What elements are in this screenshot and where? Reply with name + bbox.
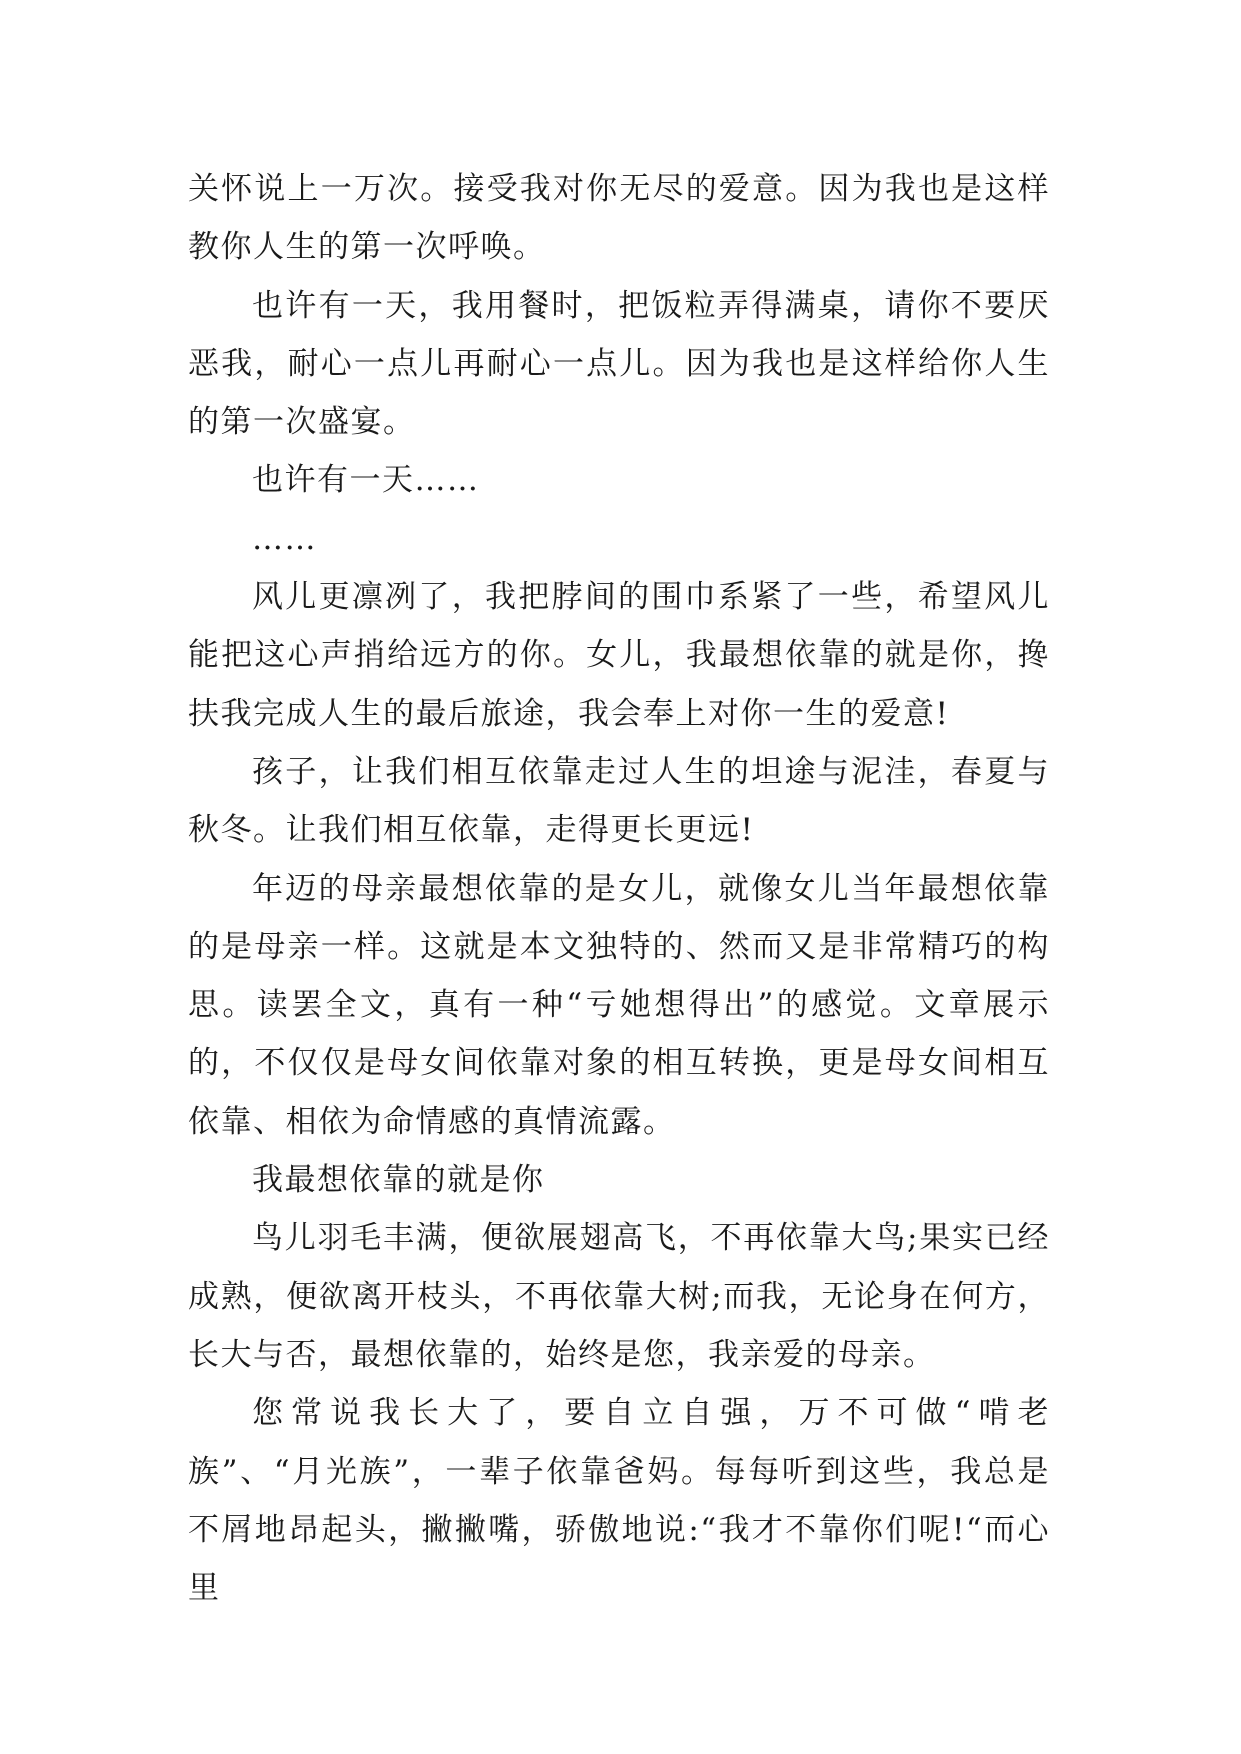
paragraph-10: 您常说我长大了，要自立自强，万不可做“啃老族”、“月光族”，一辈子依靠爸妈。每每听到这些，我总是不屑地昂起头，撇撇嘴，骄傲地说:“我才不靠你们呢!“而心里 (188, 1395, 1050, 1607)
section-title: 我最想依靠的就是你 (252, 1162, 545, 1199)
paragraph-2: 也许有一天，我用餐时，把饭粒弄得满桌，请你不要厌恶我，耐心一点儿再耐心一点儿。因为我也是这样给你人生的第一次盛宴。 (188, 287, 1050, 441)
paragraph-4: …… (252, 520, 317, 557)
paragraph-6: 孩子，让我们相互依靠走过人生的坦途与泥洼，春夏与秋冬。让我们相互依靠，走得更长更远! (188, 753, 1050, 849)
paragraph-9: 鸟儿羽毛丰满，便欲展翅高飞，不再依靠大鸟;果实已经成熟，便欲离开枝头，不再依靠大树;而我，无论身在何方，长大与否，最想依靠的，始终是您，我亲爱的母亲。 (188, 1220, 1050, 1373)
paragraph-7: 年迈的母亲最想依靠的是女儿，就像女儿当年最想依靠的是母亲一样。这就是本文独特的、然而又是非常精巧的构思。读罢全文，真有一种“亏她想得出”的感觉。文章展示的，不仅仅是母女间依靠对象的相互转换，更是母女间相互依靠、相依为命情感的真情流露。 (188, 870, 1050, 1140)
body-text (188, 160, 1050, 1617)
paragraph-5: 风儿更凛冽了，我把脖间的围巾系紧了一些，希望风儿能把这心声捎给远方的你。女儿，我最想依靠的就是你，搀扶我完成人生的最后旅途，我会奉上对你一生的爱意! (188, 579, 1050, 732)
paragraph-3: 也许有一天…… (252, 462, 480, 499)
paragraph-1: 关怀说上一万次。接受我对你无尽的爱意。因为我也是这样教你人生的第一次呼唤。 (188, 171, 1050, 266)
